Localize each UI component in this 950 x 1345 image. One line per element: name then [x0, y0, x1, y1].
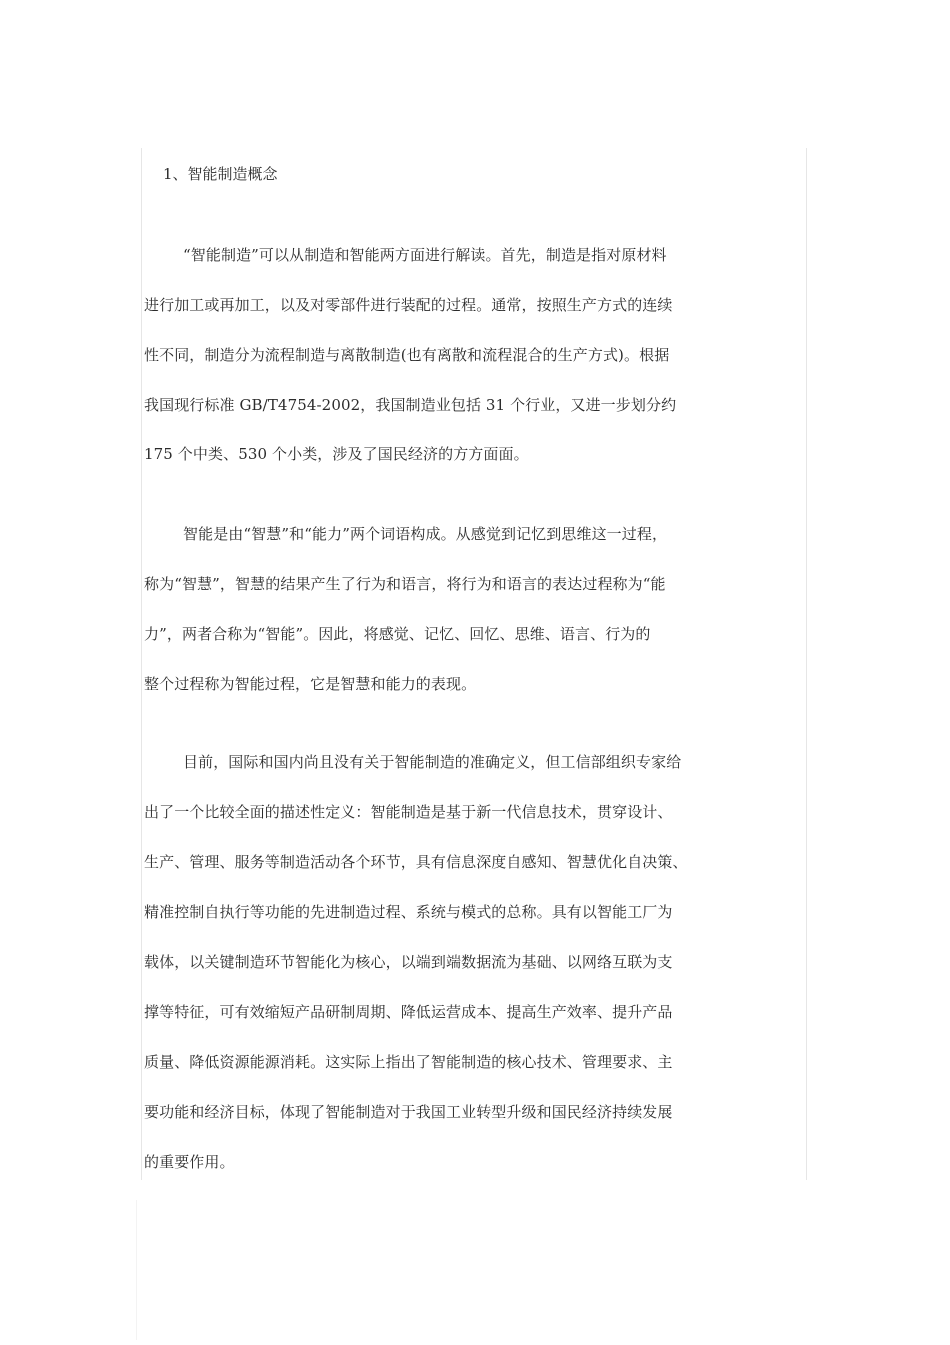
paragraph-2-line-2: 称为“智慧”，智慧的结果产生了行为和语言，将行为和语言的表达过程称为“能 [144, 575, 666, 593]
right-border-line [806, 148, 807, 1180]
left-border-line [141, 148, 142, 1180]
paragraph-1-line-3: 性不同，制造分为流程制造与离散制造(也有离散和流程混合的生产方式)。根据 [144, 346, 670, 364]
paragraph-1-line-5: 175 个中类、530 个小类，涉及了国民经济的方方面面。 [144, 445, 529, 463]
paragraph-1-line-2: 进行加工或再加工，以及对零部件进行装配的过程。通常，按照生产方式的连续 [144, 296, 673, 314]
paragraph-3-line-8: 要功能和经济目标，体现了智能制造对于我国工业转型升级和国民经济持续发展 [144, 1103, 673, 1121]
paragraph-3-line-7: 质量、降低资源能源消耗。这实际上指出了智能制造的核心技术、管理要求、主 [144, 1053, 673, 1071]
paragraph-3-line-2: 出了一个比较全面的描述性定义：智能制造是基于新一代信息技术，贯穿设计、 [144, 803, 673, 821]
paragraph-3-line-1: 目前，国际和国内尚且没有关于智能制造的准确定义，但工信部组织专家给 [183, 753, 682, 771]
paragraph-2-line-1: 智能是由“智慧”和“能力”两个词语构成。从感觉到记忆到思维这一过程， [183, 525, 668, 543]
section-heading: 1、智能制造概念 [163, 165, 278, 183]
paragraph-3-line-4: 精准控制自执行等功能的先进制造过程、系统与模式的总称。具有以智能工厂为 [144, 903, 673, 921]
paragraph-2-line-3: 力”，两者合称为“智能”。因此，将感觉、记忆、回忆、思维、语言、行为的 [144, 625, 651, 643]
paragraph-2-line-4: 整个过程称为智能过程，它是智慧和能力的表现。 [144, 675, 477, 693]
lower-border-line [136, 1200, 137, 1340]
paragraph-3-line-9: 的重要作用。 [144, 1153, 235, 1171]
paragraph-1-line-4: 我国现行标准 GB/T4754-2002，我国制造业包括 31 个行业，又进一步划分约 [144, 396, 677, 414]
paragraph-3-line-3: 生产、管理、服务等制造活动各个环节，具有信息深度自感知、智慧优化自决策、 [144, 853, 688, 871]
paragraph-3-line-6: 撑等特征，可有效缩短产品研制周期、降低运营成本、提高生产效率、提升产品 [144, 1003, 673, 1021]
paragraph-3-line-5: 载体，以关键制造环节智能化为核心，以端到端数据流为基础、以网络互联为支 [144, 953, 673, 971]
paragraph-1-line-1: “智能制造”可以从制造和智能两方面进行解读。首先，制造是指对原材料 [183, 246, 667, 264]
